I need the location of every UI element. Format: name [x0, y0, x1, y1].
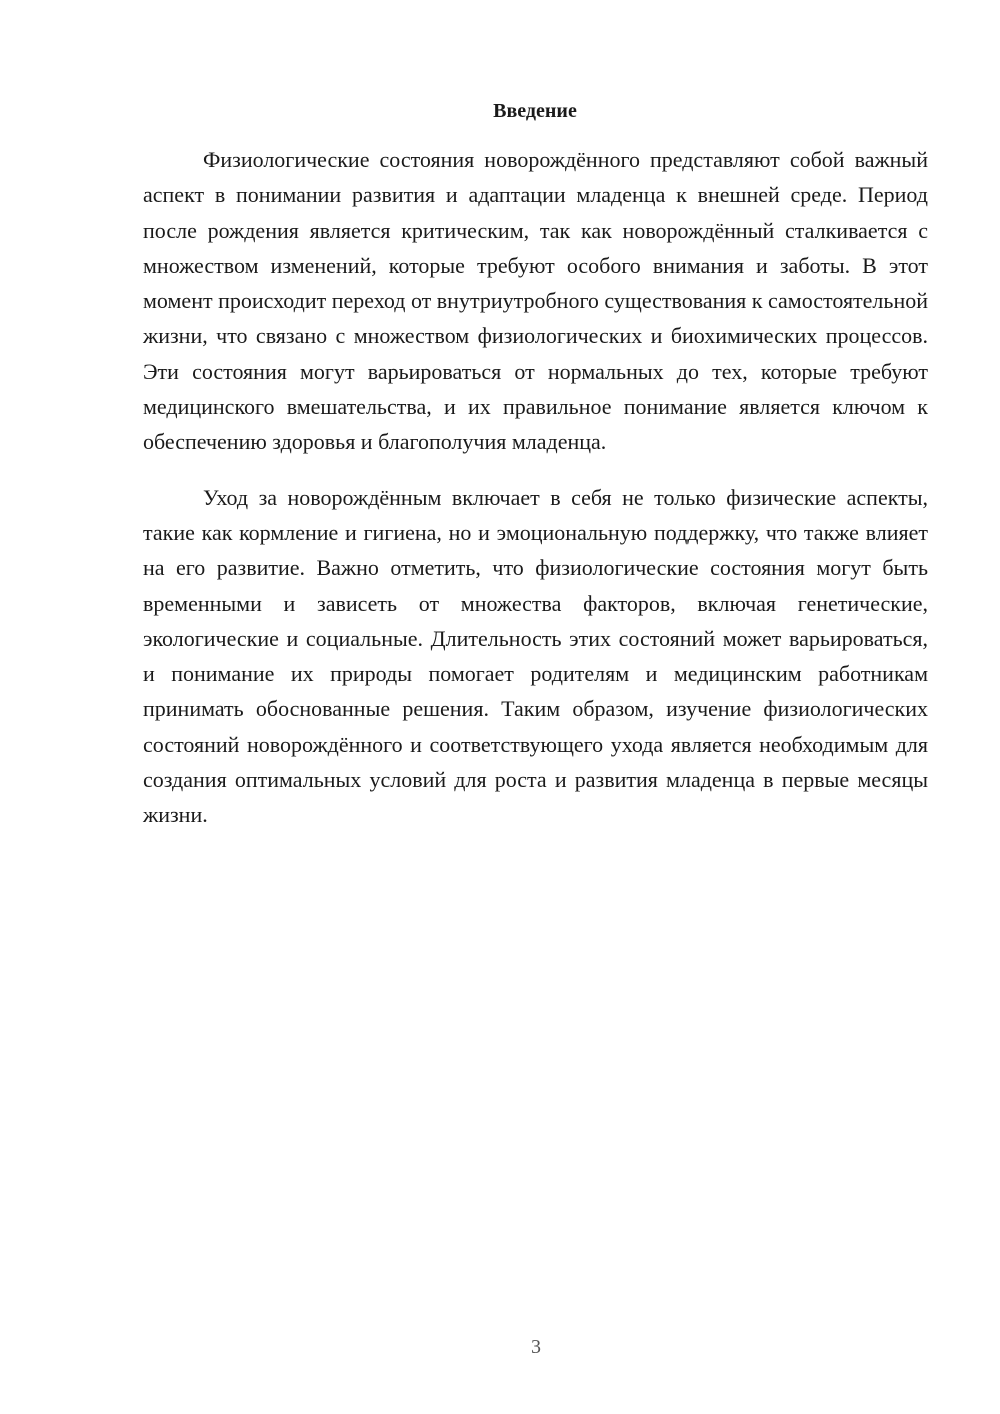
page-number: 3 [531, 1336, 541, 1358]
section-heading: Введение [493, 100, 577, 122]
paragraph-care: Уход за новорождённым включает в себя не только физические аспекты, такие как кормление и гигиена, но и эмоциональную поддержку, что также влияет на его развитие. Важно отметить, что физиологические состояния могут быть временными и зависеть от множества факторов, включая генетические, экологические и социальные. Длительность этих состояний может варьироваться, и понимание их природы помогает родителям и медицинским работникам принимать обоснованные решения. Таким образом, изучение физиологических состояний новорождённого и соответствующего ухода является необходимым для создания оптимальных условий для роста и развития младенца в первые месяцы жизни. [143, 484, 928, 828]
paragraph-intro: Физиологические состояния новорождённого представляют собой важный аспект в понимании развития и адаптации младенца к внешней среде. Период после рождения является критическим, так как новорождённый сталкивается с множеством изменений, которые требуют особого внимания и заботы. В этот момент происходит переход от внутриутробного существования к самостоятельной жизни, что связано с множеством физиологических и биохимических процессов. Эти состояния могут варьироваться от нормальных до тех, которые требуют медицинского вмешательства, и их правильное понимание является ключом к обеспечению здоровья и благополучия младенца. [143, 147, 928, 455]
document-body [143, 142, 928, 833]
